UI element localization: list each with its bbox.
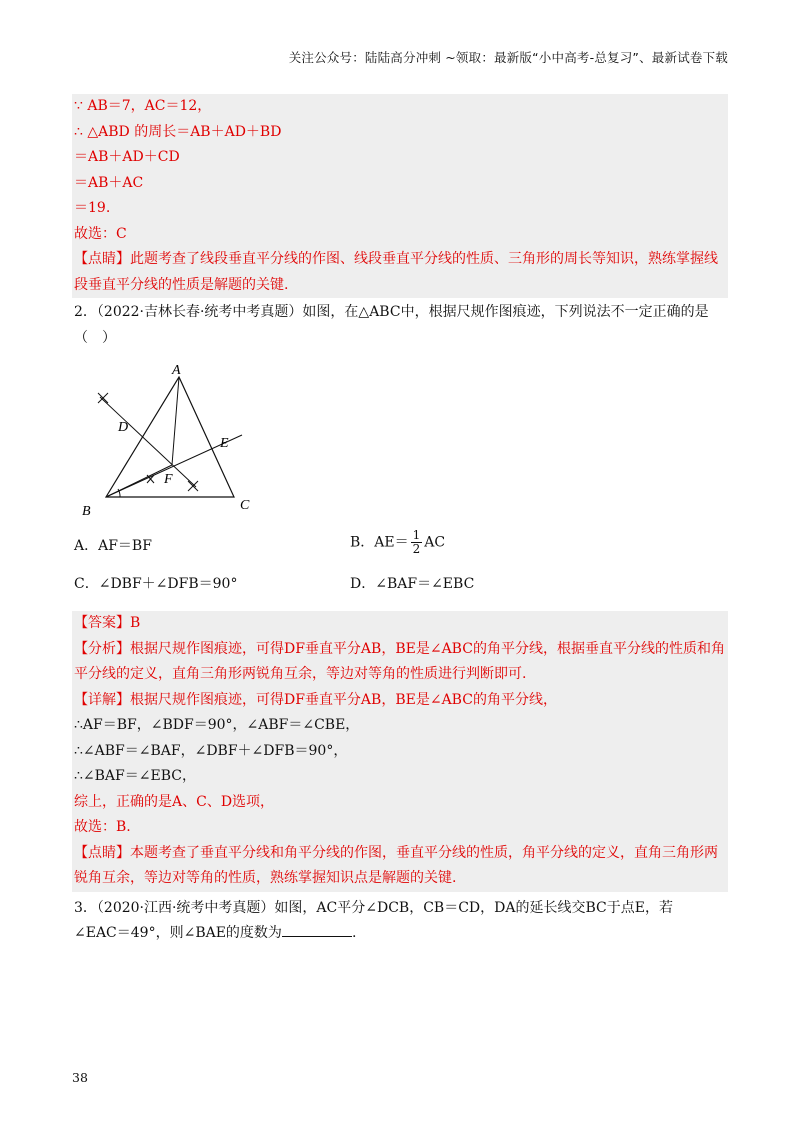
analysis-text: 【分析】根据尺规作图痕迹，可得DF垂直平分AB，BE是∠ABC的角平分线，根据垂直平分线的性质和角平分线的定义，直角三角形两锐角互余，等边对等角的性质进行判断即可. (74, 640, 725, 682)
label-c: C (240, 498, 250, 513)
label-d: D (118, 420, 129, 435)
prev-solution-block (72, 94, 728, 298)
question-2-solution-block (72, 611, 728, 892)
page-header: 关注公众号：陆陆高分冲刺 ~领取：最新版“小中高考-总复习”、最新试卷下载 (288, 50, 728, 65)
detail-line: 故选：B. (74, 819, 131, 835)
perpendicular-bisector-line (100, 397, 196, 487)
option-d[interactable]: D．∠BAF＝∠EBC (350, 576, 475, 592)
solution-line: ＝AB＋AC (74, 174, 144, 191)
option-b-suffix: AC (424, 534, 446, 551)
solution-line: ∵ AB＝7，AC＝12， (74, 98, 212, 114)
detail-line: ∴∠ABF＝∠BAF，∠DBF＋∠DFB＝90°， (74, 742, 348, 759)
fraction-denominator: 2 (412, 542, 421, 556)
label-f: F (164, 472, 173, 487)
answer-blank[interactable] (282, 922, 352, 937)
detail-line: 【详解】根据尺规作图痕迹，可得DF垂直平分AB，BE是∠ABC的角平分线， (74, 691, 557, 708)
question-2-stem: 2．（2022·吉林长春·统考中考真题）如图，在△ABC中，根据尺规作图痕迹，下列说法不一定正确的是（ ） (74, 304, 709, 346)
detail-line: ∴∠BAF＝∠EBC， (74, 768, 196, 784)
option-b-prefix: B．AE＝ (350, 534, 409, 551)
answer-label: 【答案】B (74, 615, 141, 631)
solution-comment: 【点睛】本题考查了垂直平分线和角平分线的作图，垂直平分线的性质，角平分线的定义，直角三角形两锐角互余，等边对等角的性质，熟练掌握知识点是解题的关键. (74, 844, 718, 886)
question-3-end: . (351, 925, 357, 941)
option-c[interactable]: C．∠DBF＋∠DFB＝90° (74, 576, 238, 592)
label-a: A (172, 363, 181, 378)
fraction-numerator: 1 (412, 528, 421, 542)
question-2-options (72, 529, 728, 611)
question-3-text: ∠EAC＝49°，则∠BAE的度数为 (74, 925, 282, 941)
page-number: 38 (72, 1070, 88, 1085)
label-e: E (220, 436, 229, 451)
solution-line: 故选：C (74, 225, 127, 242)
question-3-stem-line-2 (72, 921, 728, 947)
question-2-figure (72, 357, 728, 529)
label-b: B (82, 504, 91, 519)
fraction-one-half (411, 529, 423, 556)
solution-line: ∴ △ABD 的周长＝AB＋AD＋BD (74, 123, 282, 140)
option-a[interactable]: A．AF＝BF (74, 538, 152, 554)
question-3-stem-line-1: 3．（2020·江西·统考中考真题）如图，AC平分∠DCB，CB＝CD，DA的延长线交BC于点E，若 (74, 899, 673, 916)
page-content (72, 94, 728, 947)
option-b[interactable] (350, 529, 445, 556)
solution-comment: 【点睛】此题考查了线段垂直平分线的作图、线段垂直平分线的性质、三角形的周长等知识，熟练掌握线段垂直平分线的性质是解题的关键. (74, 251, 718, 293)
segment-af (172, 377, 179, 465)
triangle-construction-diagram (72, 357, 272, 529)
detail-line: ∴AF＝BF，∠BDF＝90°，∠ABF＝∠CBE， (74, 717, 360, 733)
solution-line: ＝AB＋AD＋CD (74, 149, 180, 165)
detail-line: 综上，正确的是A、C、D选项， (74, 793, 275, 810)
solution-line: ＝19. (74, 200, 111, 216)
